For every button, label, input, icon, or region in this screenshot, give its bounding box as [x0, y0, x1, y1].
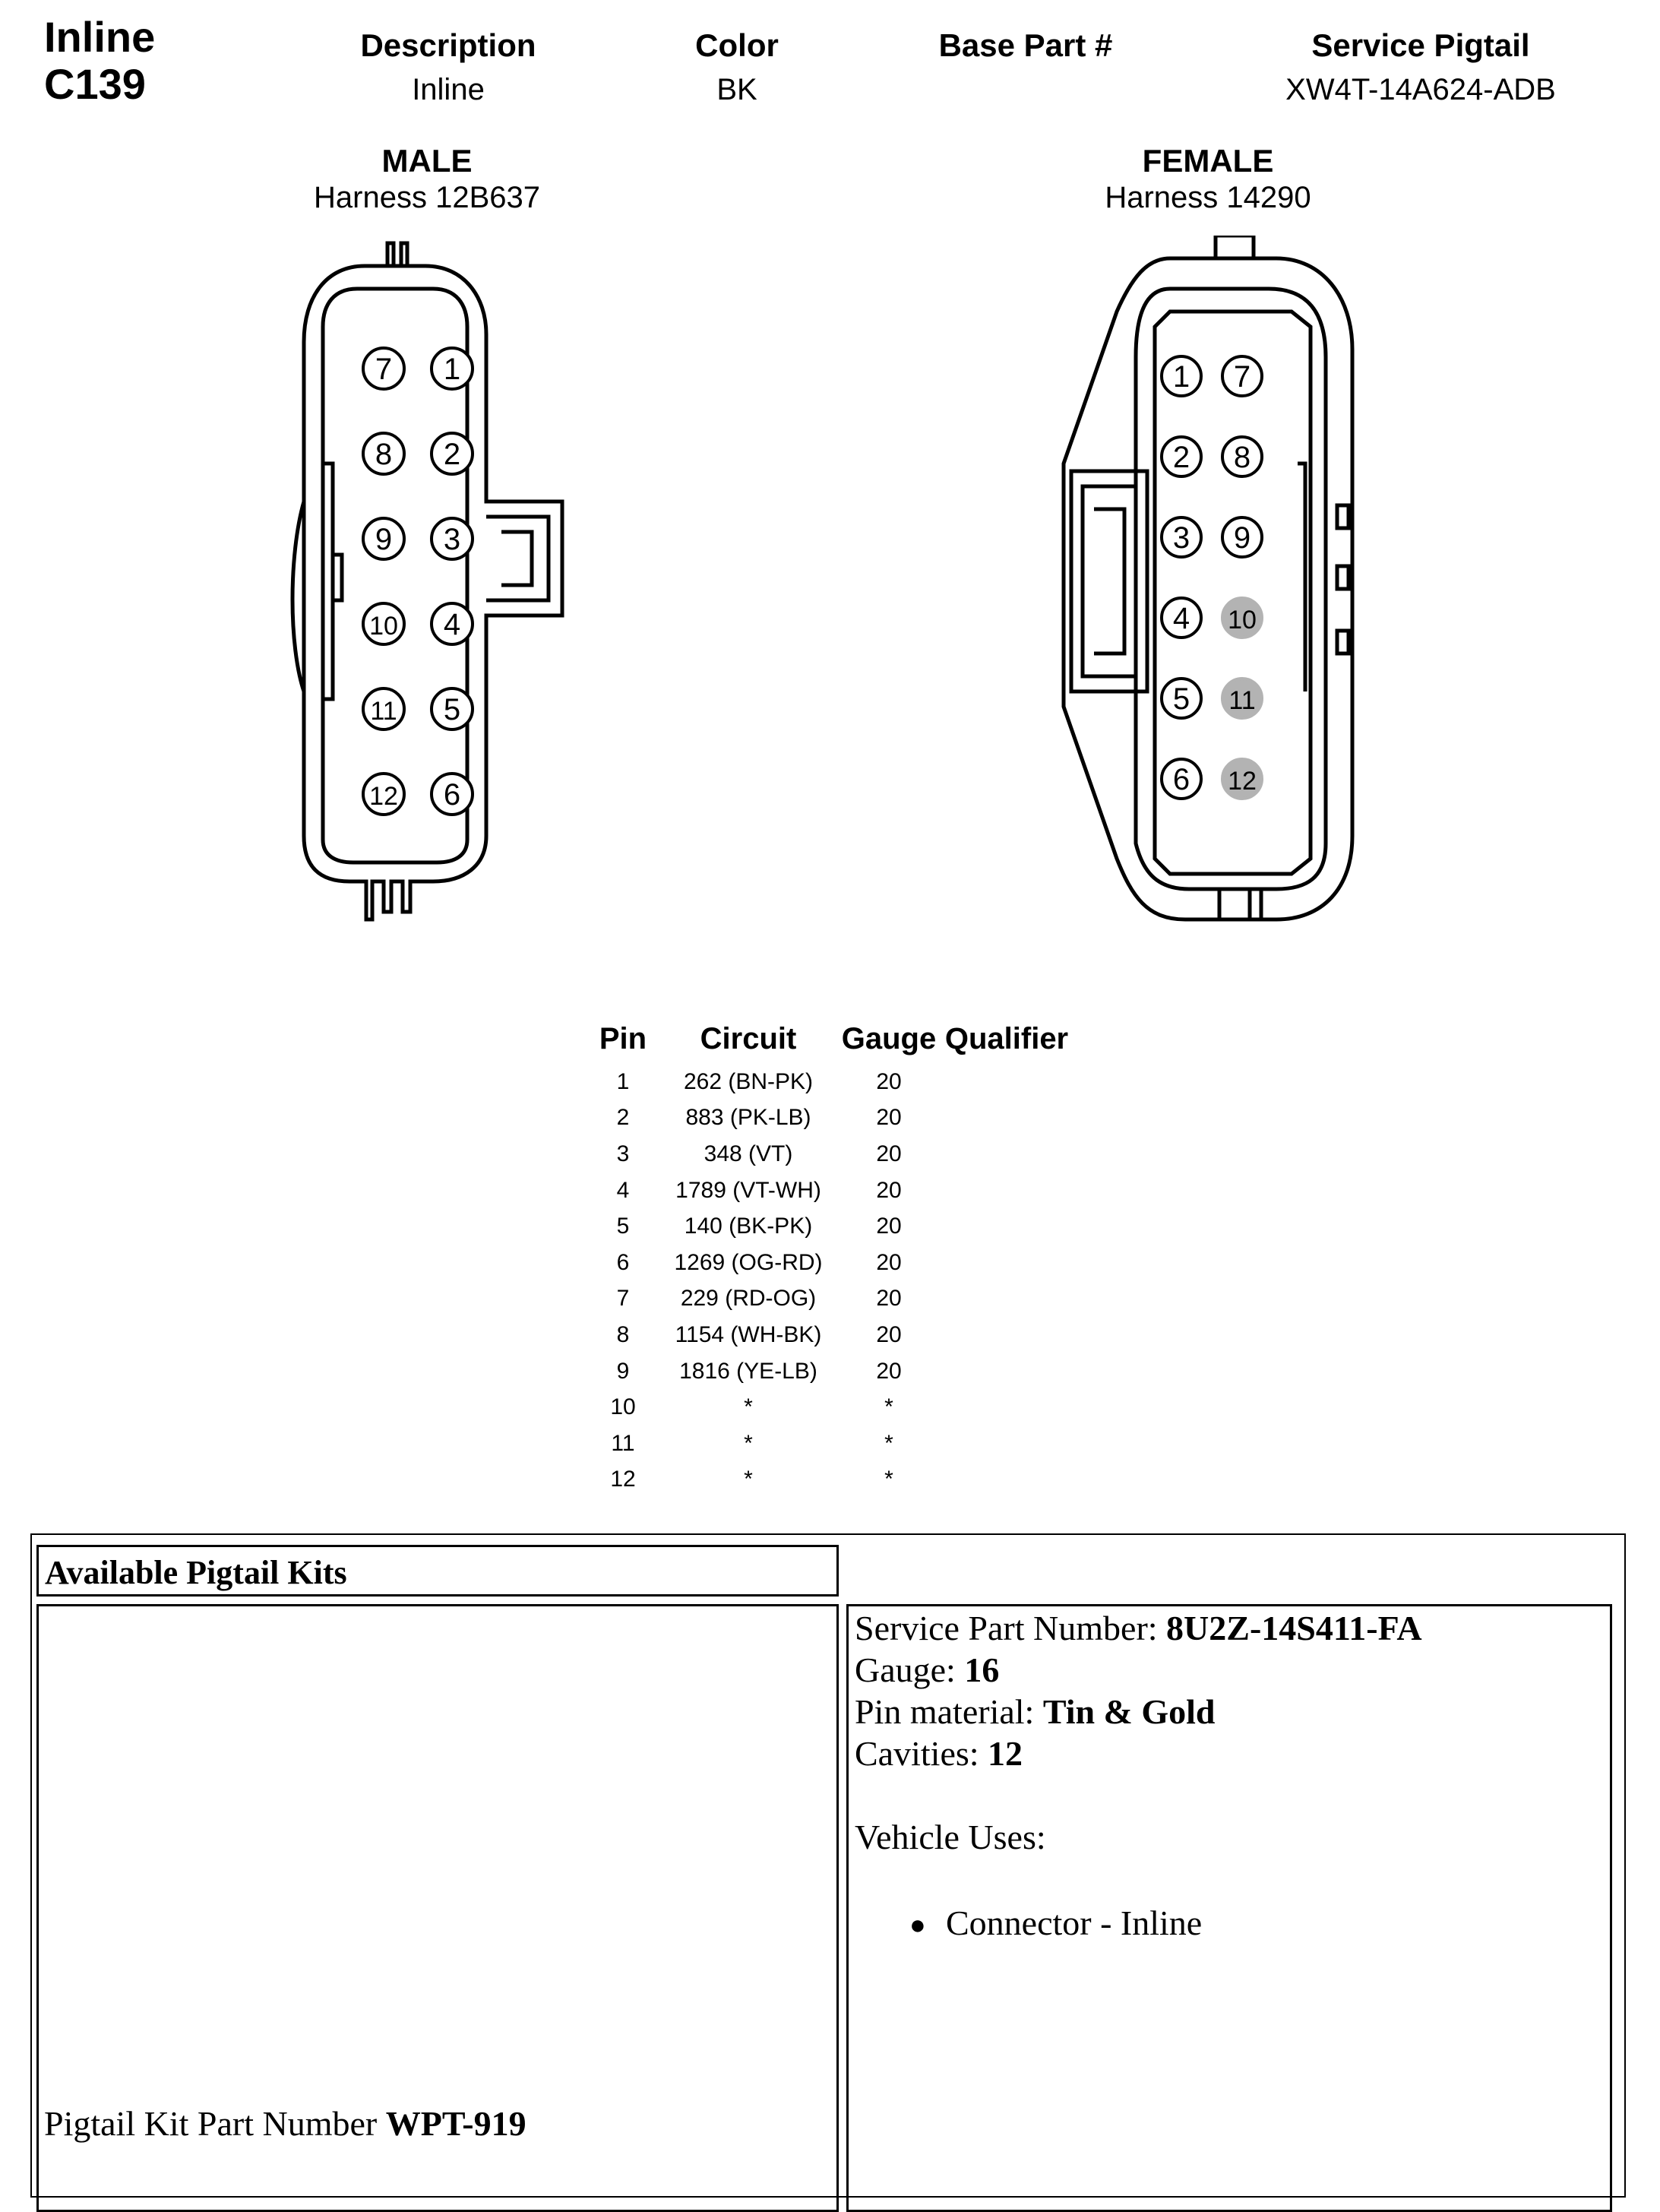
circuit-cell: *: [744, 1430, 753, 1456]
service-pigtail-header: Service Pigtail: [1311, 27, 1530, 63]
circuit-cell: 1269 (OG-RD): [674, 1249, 823, 1275]
bullet-icon: ●: [909, 1910, 926, 1940]
kit-part-label: Pigtail Kit Part Number: [44, 2104, 386, 2143]
service-part-value: 8U2Z-14S411-FA: [1166, 1609, 1422, 1647]
pigtail-kits-title: Available Pigtail Kits: [36, 1545, 839, 1597]
pin-number: 6: [443, 778, 461, 812]
female-connector-bottom-tabs: [1219, 889, 1261, 919]
gauge-cell: 20: [876, 1068, 902, 1094]
gauge-label: Gauge:: [855, 1650, 965, 1689]
female-connector-latch: [1071, 471, 1147, 691]
color-header: Color: [695, 27, 779, 63]
gauge-line: [855, 1650, 999, 1691]
pin-cell: 10: [610, 1394, 636, 1420]
gauge-col-header: Gauge: [841, 1021, 937, 1055]
connector-title: [44, 14, 155, 108]
gauge-cell: *: [884, 1394, 893, 1420]
service-part-line: [855, 1608, 1422, 1649]
cavities-label: Cavities:: [855, 1734, 988, 1773]
pin-number: 1: [1172, 360, 1190, 394]
gauge-cell: 20: [876, 1286, 902, 1312]
pin-table-row: [585, 1353, 1071, 1390]
gauge-cell: 20: [876, 1321, 902, 1347]
male-connector-latch: [486, 517, 549, 600]
pin-table-row: [585, 1064, 1071, 1100]
pin-number: 9: [375, 523, 393, 556]
pin-table-body: [585, 1064, 1071, 1498]
pin-table-row: [585, 1100, 1071, 1137]
circuit-cell: 348 (VT): [704, 1141, 793, 1166]
pin-number: 1: [443, 353, 461, 386]
circuit-cell: 262 (BN-PK): [683, 1068, 814, 1094]
pin-number: 2: [1172, 441, 1190, 474]
female-connector-top-tab: [1216, 236, 1254, 258]
pin-number: 11: [1228, 686, 1256, 715]
circuit-cell: 1154 (WH-BK): [675, 1321, 822, 1347]
qualifier-cell: [942, 1100, 1071, 1137]
female-connector-side-ribs: [1298, 464, 1349, 691]
pin-cell: 11: [611, 1430, 635, 1456]
pin-material-label: Pin material:: [855, 1692, 1043, 1731]
gauge-cell: 20: [876, 1177, 902, 1203]
male-connector-diagram: [281, 236, 585, 935]
pin-cell: 7: [616, 1286, 630, 1312]
pin-number: 6: [1172, 763, 1190, 796]
gauge-cell: 20: [876, 1105, 902, 1131]
male-harness: Harness 12B637: [314, 181, 540, 214]
cavities-value: 12: [988, 1734, 1023, 1773]
pin-number: 3: [1172, 521, 1190, 555]
pin-cell: 5: [616, 1214, 630, 1239]
female-pin-grid: [1162, 356, 1262, 799]
pin-cell: 2: [616, 1105, 630, 1131]
description-header: Description: [360, 27, 536, 63]
pin-number: 12: [369, 782, 398, 811]
circuit-cell: *: [744, 1394, 753, 1420]
pin-number: 8: [1233, 441, 1251, 474]
vehicle-use-item: Connector - Inline: [946, 1903, 1203, 1942]
qualifier-cell: [942, 1462, 1071, 1498]
gauge-value: 16: [964, 1650, 1000, 1689]
pin-col-header: Pin: [599, 1021, 647, 1055]
qualifier-cell: [942, 1426, 1071, 1462]
gauge-cell: 20: [876, 1358, 902, 1384]
pin-number: 2: [443, 438, 461, 471]
qualifier-cell: [942, 1064, 1071, 1100]
pin-table-row: [585, 1136, 1071, 1172]
circuit-cell: 229 (RD-OG): [680, 1286, 817, 1312]
pin-number: 10: [1228, 606, 1257, 634]
pin-number: 8: [375, 438, 393, 471]
gauge-cell: *: [884, 1430, 893, 1456]
pin-table-row: [585, 1172, 1071, 1209]
pin-table-row: [585, 1462, 1071, 1498]
pin-number: 10: [369, 612, 398, 641]
female-connector-diagram: [1048, 236, 1368, 935]
pin-cell: 4: [616, 1177, 630, 1203]
pin-number: 7: [1233, 360, 1251, 394]
pin-number: 5: [443, 693, 461, 726]
pin-number: 4: [1172, 602, 1190, 635]
circuit-cell: 140 (BK-PK): [684, 1214, 813, 1239]
pin-cell: 1: [616, 1068, 630, 1094]
female-title: FEMALE: [1142, 143, 1274, 179]
pin-cell: 9: [616, 1358, 630, 1384]
pin-table-row: [585, 1245, 1071, 1281]
pin-number: 3: [443, 523, 461, 556]
kit-part-value: WPT-919: [385, 2104, 526, 2143]
qualifier-col-header: Qualifier: [944, 1021, 1069, 1055]
pigtail-kit-details: [846, 1604, 1612, 2212]
pin-cell: 6: [616, 1249, 630, 1275]
color-value: BK: [716, 73, 757, 106]
pin-cell: 12: [610, 1467, 636, 1492]
pin-number: 4: [443, 608, 461, 641]
circuit-cell: 1789 (VT-WH): [675, 1177, 821, 1203]
qualifier-cell: [942, 1136, 1071, 1172]
pin-table-row: [585, 1426, 1071, 1462]
base-part-header: Base Part #: [938, 27, 1113, 63]
female-title-block: [980, 143, 1436, 216]
pin-table-row: [585, 1208, 1071, 1245]
gauge-cell: 20: [876, 1141, 902, 1166]
male-connector-side-rib: [292, 464, 333, 699]
circuit-col-header: Circuit: [700, 1021, 797, 1055]
service-pigtail-value: XW4T-14A624-ADB: [1285, 73, 1556, 106]
qualifier-cell: [942, 1317, 1071, 1353]
circuit-cell: 1816 (YE-LB): [679, 1358, 817, 1384]
pin-material-line: [855, 1691, 1216, 1733]
pin-table-row: [585, 1281, 1071, 1318]
pin-number: 5: [1172, 682, 1190, 716]
male-pin-grid: [363, 348, 473, 815]
gauge-cell: 20: [876, 1249, 902, 1275]
male-title-block: [199, 143, 655, 216]
description-value: Inline: [412, 73, 485, 106]
pin-table: [585, 1020, 1071, 1498]
gauge-cell: 20: [876, 1214, 902, 1239]
pin-number: 7: [375, 353, 393, 386]
gauge-cell: *: [884, 1467, 893, 1492]
pigtail-kit-part-number: [44, 2103, 526, 2144]
pin-cell: 3: [616, 1141, 630, 1166]
qualifier-cell: [942, 1389, 1071, 1426]
pin-table-row: [585, 1317, 1071, 1353]
male-title: MALE: [381, 143, 473, 179]
pin-cell: 8: [616, 1321, 630, 1347]
pin-material-value: Tin & Gold: [1042, 1692, 1216, 1731]
pin-number: 11: [370, 697, 397, 726]
pin-table-header-row: [585, 1020, 1071, 1064]
service-part-label: Service Part Number:: [855, 1609, 1167, 1647]
pin-number: 9: [1233, 521, 1251, 555]
female-harness: Harness 14290: [1105, 181, 1311, 214]
qualifier-cell: [942, 1245, 1071, 1281]
circuit-cell: 883 (PK-LB): [685, 1105, 811, 1131]
pin-table-row: [585, 1389, 1071, 1426]
qualifier-cell: [942, 1353, 1071, 1390]
cavities-line: [855, 1733, 1023, 1774]
vehicle-uses-label: Vehicle Uses:: [855, 1818, 1046, 1856]
qualifier-cell: [942, 1208, 1071, 1245]
circuit-cell: *: [744, 1467, 753, 1492]
qualifier-cell: [942, 1172, 1071, 1209]
connector-type: Inline: [44, 13, 156, 61]
pin-number: 12: [1228, 767, 1257, 796]
connector-id: C139: [44, 60, 146, 108]
qualifier-cell: [942, 1281, 1071, 1318]
